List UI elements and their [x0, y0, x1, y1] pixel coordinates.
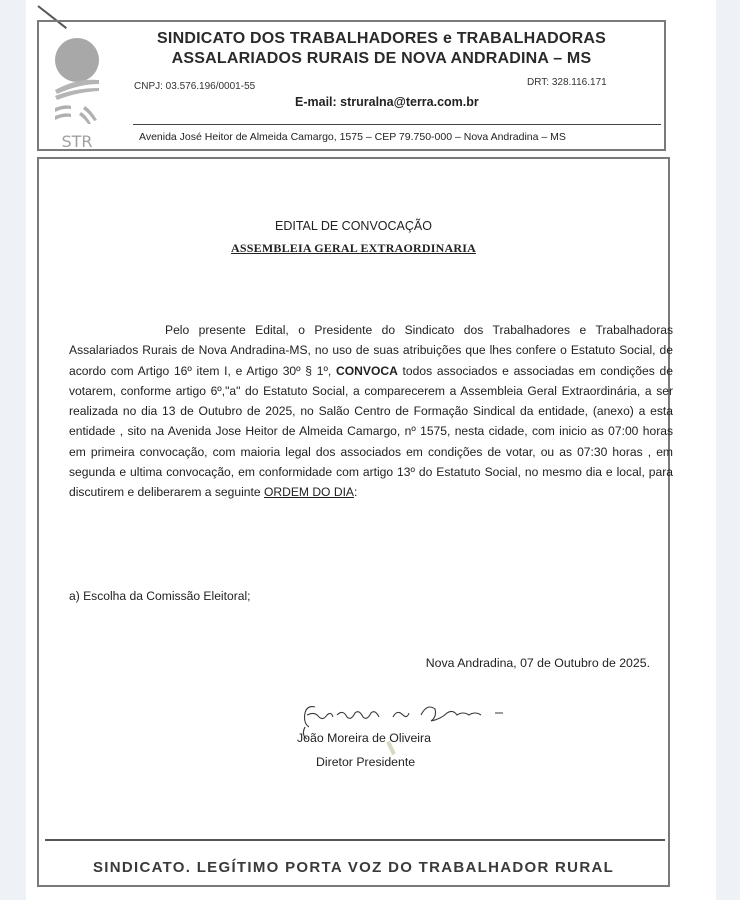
paragraph-end: : — [354, 485, 358, 500]
signer-name: João Moreira de Oliveira — [297, 731, 431, 745]
union-name-line1: SINDICATO DOS TRABALHADORES e TRABALHADORAS — [157, 30, 606, 47]
drt-number: DRT: 328.116.171 — [527, 77, 607, 88]
logo-text: STR — [61, 132, 93, 150]
agenda-item: a) Escolha da Comissão Eleitoral; — [69, 589, 251, 603]
email-address: E-mail: struralna@terra.com.br — [295, 95, 479, 109]
paragraph-emphasis: CONVOCA — [336, 363, 398, 378]
notice-title: EDITAL DE CONVOCAÇÃO — [275, 219, 432, 233]
footer-divider — [45, 839, 665, 841]
notice-paragraph — [69, 320, 673, 503]
header-divider — [133, 124, 661, 125]
union-address: Avenida José Heitor de Almeida Camargo, 1575 – CEP 79.750-000 – Nova Andradina – MS — [139, 131, 566, 143]
paragraph-text-1: Pelo presente Edital, o Presidente do Sindicato dos Trabalhadores e Trabalhadoras Assalariados Rurais de Nova Andradina-MS, no uso de suas atribuições que lhes confere o Estatuto Social, de acordo com Artigo 16º item I, e Artigo 30º § 1º, — [69, 323, 673, 378]
notice-body — [37, 157, 673, 887]
str-logo-icon — [49, 30, 105, 150]
agenda-heading: ORDEM DO DIA — [263, 485, 354, 500]
place-and-date: Nova Andradina, 07 de Outubro de 2025. — [425, 656, 650, 670]
footer-motto: SINDICATO. LEGÍTIMO PORTA VOZ DO TRABALHADOR RURAL — [92, 859, 615, 876]
notice-subtitle: ASSEMBLEIA GERAL EXTRAORDINARIA — [231, 241, 476, 255]
union-name-line2: ASSALARIADOS RURAIS DE NOVA ANDRADINA – MS — [171, 50, 592, 67]
signer-role: Diretor Presidente — [316, 755, 416, 769]
letterhead — [37, 20, 666, 151]
paragraph-text-2: todos associados e associadas em condições de votarem, conforme artigo 6º,"a" do Estatuto Social, a comparecerem a Assembleia Geral Extraordinária, a ser realizada no dia 13 de Outubro de 2025, no Salão Centro de Formação Sindical da entidade, (anexo) a esta entidade , sito na Avenida Jose Heitor de Almeida Camargo, nº 1575, nesta cidade, com inicio as 07:00 horas em primeira convocação, com maioria legal dos associados em condições de votar, ou as 07:30 horas , em segunda e ultima convocação, em conformidade com artigo 13º do Estatuto Social, no mesmo dia e local, para discutirem e deliberarem a seguinte — [69, 363, 673, 500]
cnpj-number: CNPJ: 03.576.196/0001-55 — [134, 81, 256, 92]
